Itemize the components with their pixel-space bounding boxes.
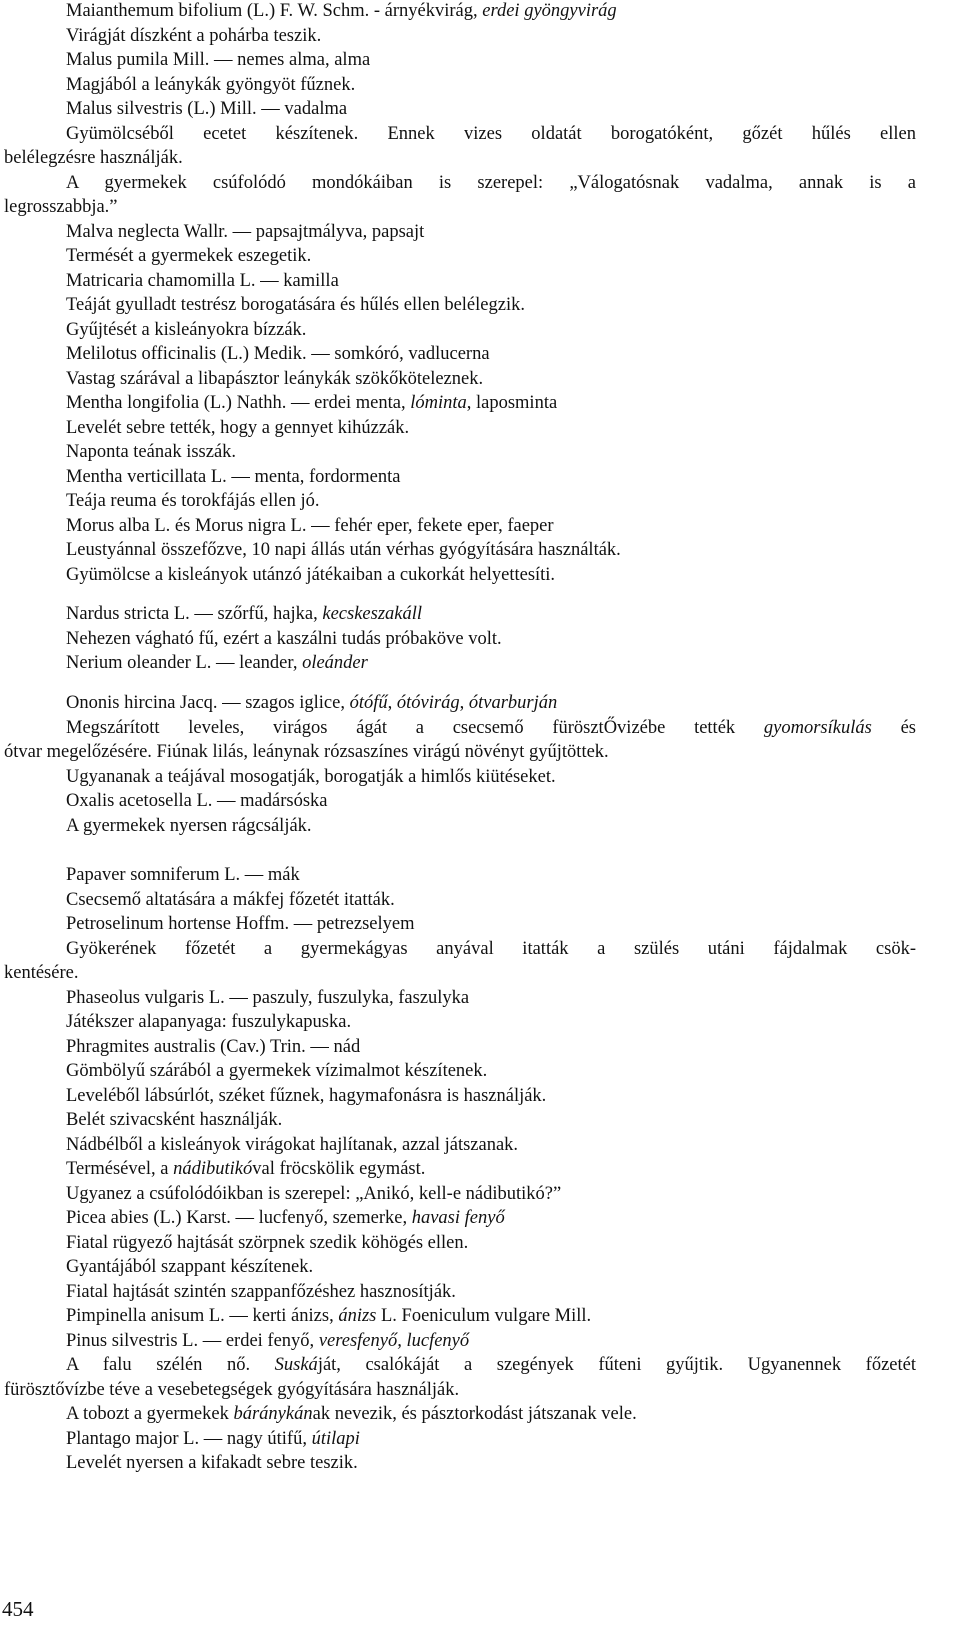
text-segment: Phragmites australis (Cav.) Trin. — nád: [66, 1036, 361, 1057]
text-segment: A tobozt a gyermekek: [66, 1404, 234, 1424]
text-line: [66, 0, 617, 24]
text-line: [66, 1402, 637, 1427]
text-line: [66, 1010, 351, 1035]
text-segment: Pimpinella anisum L. — kerti ánizs,: [66, 1306, 339, 1326]
text-segment: Fiatal rügyező hajtását szörpnek szedik köhögés ellen.: [66, 1232, 469, 1253]
text-line: [66, 888, 395, 913]
text-segment: Gyümölcse a kisleányok utánzó játékaiban a cukorkát helyettesíti.: [66, 564, 556, 585]
text-line: [66, 97, 347, 122]
text-line: [66, 602, 422, 627]
text-segment: Ononis hircina Jacq. — szagos iglice,: [66, 693, 350, 713]
text-line: [4, 961, 78, 986]
text-segment: ak nevezik, és pásztorkodást játszanak vele.: [312, 1404, 637, 1424]
text-segment: Matricaria chamomilla L. — kamilla: [66, 270, 339, 291]
text-segment: ,: [387, 693, 397, 713]
text-line: [66, 122, 916, 147]
text-segment: és: [871, 717, 916, 738]
text-line: [66, 1427, 360, 1452]
italic-text-segment: ánizs: [338, 1306, 377, 1326]
text-segment: val fröcskölik egymást.: [252, 1159, 426, 1179]
italic-text-segment: ótófű: [349, 693, 388, 713]
text-line: [66, 986, 469, 1011]
text-segment: ,: [459, 693, 469, 713]
text-segment: Gömbölyű szárából a gyermekek vízimalmot készítenek.: [66, 1061, 488, 1081]
text-line: [66, 342, 490, 367]
text-segment: Petroselinum hortense Hoffm. — petrezselyem: [66, 914, 415, 934]
text-segment: Nehezen vágható fű, ezért a kaszálni tudás próbaköve volt.: [66, 628, 502, 649]
text-line: [66, 269, 339, 294]
text-segment: Magjából a leánykák gyöngyöt fűznek.: [66, 74, 356, 95]
text-segment: Virágját díszként a pohárba teszik.: [66, 25, 322, 46]
text-segment: Ugyananak a teájával mosogatják, borogatják a himlős kiütéseket.: [66, 766, 556, 787]
text-segment: Leveléből lábsúrlót, széket fűznek, hagymafonásra is használják.: [66, 1085, 547, 1106]
text-line: [4, 740, 609, 765]
text-line: [66, 1035, 360, 1060]
text-line: [66, 24, 321, 49]
text-line: [66, 171, 916, 196]
text-line: [66, 244, 311, 269]
text-line: [66, 789, 327, 814]
text-line: [66, 765, 556, 790]
text-segment: L. Foeniculum vulgare Mill.: [376, 1306, 592, 1326]
text-segment: Gyantájából szappant készítenek.: [66, 1257, 314, 1277]
text-line: [66, 716, 916, 741]
text-segment: fürösztővízbe téve a vesebetegségek gyógyítására használják.: [4, 1379, 460, 1400]
text-segment: Mentha verticillata L. — menta, fordormenta: [66, 466, 401, 487]
text-line: [4, 195, 118, 220]
text-segment: Belét szivacsként használják.: [66, 1110, 283, 1130]
text-line: [4, 1378, 459, 1403]
italic-text-segment: kecskeszakáll: [322, 604, 423, 624]
text-line: [66, 937, 916, 962]
text-segment: Teája reuma és torokfájás ellen jó.: [66, 491, 320, 511]
italic-text-segment: báránykán: [233, 1404, 313, 1424]
text-line: [4, 146, 183, 171]
italic-text-segment: havasi fenyő: [411, 1208, 505, 1228]
text-segment: Malus pumila Mill. — nemes alma, alma: [66, 50, 371, 70]
text-segment: Malus silvestris (L.) Mill. — vadalma: [66, 99, 348, 119]
text-line: [66, 73, 355, 98]
text-segment: legrosszabbja.”: [4, 197, 118, 217]
italic-text-segment: nádibutikó: [173, 1159, 253, 1179]
text-line: [66, 1231, 468, 1256]
text-segment: Mentha longifolia (L.) Nathh. — erdei menta,: [66, 393, 411, 413]
text-segment: A falu szélén nő.: [66, 1355, 275, 1375]
text-line: [66, 1084, 546, 1109]
text-line: [66, 863, 300, 888]
text-line: [66, 440, 236, 465]
text-line: [66, 1108, 282, 1133]
text-segment: Leustyánnal összefőzve, 10 napi állás után vérhas gyógyítására használták.: [66, 540, 621, 560]
text-line: [66, 1280, 456, 1305]
text-segment: kentésére.: [4, 963, 79, 983]
italic-text-segment: erdei gyöngyvirág: [482, 1, 617, 21]
page-number: 454: [2, 1597, 34, 1621]
text-segment: Plantago major L. — nagy útifű,: [66, 1428, 312, 1449]
text-segment: Fiatal hajtását szintén szappanfőzéshez hasznosítják.: [66, 1281, 456, 1302]
text-segment: Maianthemum bifolium (L.) F. W. Schm. - árnyékvirág,: [66, 1, 483, 21]
text-segment: Nardus stricta L. — szőrfű, hajka,: [66, 604, 323, 624]
text-segment: Nerium oleander L. — leander,: [66, 653, 303, 673]
text-segment: Játékszer alapanyaga: fuszulykapuska.: [66, 1012, 352, 1032]
text-line: [66, 367, 483, 392]
text-line: [66, 691, 557, 716]
italic-text-segment: lóminta: [410, 393, 467, 413]
text-line: [66, 563, 555, 588]
italic-text-segment: oleánder: [302, 653, 368, 673]
text-line: [66, 814, 312, 839]
text-line: [66, 651, 368, 676]
text-segment: Pinus silvestris L. — erdei fenyő,: [66, 1330, 319, 1351]
text-line: [66, 1157, 425, 1182]
italic-text-segment: veresfenyő, lucfenyő: [318, 1330, 470, 1351]
text-segment: Naponta teának isszák.: [66, 442, 237, 462]
text-segment: Ugyanez a csúfolódóikban is szerepel: „Anikó, kell-e nádibutikó?”: [66, 1183, 562, 1204]
text-segment: Termését a gyermekek eszegetik.: [66, 246, 312, 266]
text-segment: Gyökerének főzetét a gyermekágyas anyával itatták a szülés utáni fájdalmak csök-: [66, 938, 916, 959]
text-segment: Phaseolus vulgaris L. — paszuly, fuszulyka, faszulyka: [66, 987, 470, 1008]
text-line: [66, 465, 400, 490]
text-segment: Papaver somniferum L. — mák: [66, 865, 300, 885]
text-line: [66, 1329, 469, 1354]
text-segment: Gyümölcséből ecetet készítenek. Ennek vizes oldatát borogatóként, gőzét hűlés ellen: [66, 123, 916, 144]
text-line: [66, 1059, 487, 1084]
text-line: [66, 391, 557, 416]
italic-text-segment: ótvarburján: [468, 693, 558, 713]
italic-text-segment: gyomorsíkulás: [763, 717, 872, 738]
italic-text-segment: útilapi: [311, 1428, 360, 1449]
text-line: [66, 627, 502, 652]
text-segment: Oxalis acetosella L. — madársóska: [66, 791, 328, 811]
text-line: [66, 489, 319, 514]
text-segment: Levelét sebre tették, hogy a gennyet kihúzzák.: [66, 417, 410, 438]
text-segment: A gyermekek nyersen rágcsálják.: [66, 815, 312, 836]
text-segment: Levelét nyersen a kifakadt sebre teszik.: [66, 1453, 358, 1473]
text-segment: Picea abies (L.) Karst. — lucfenyő, szemerke,: [66, 1208, 412, 1228]
text-line: [66, 1255, 313, 1280]
text-line: [66, 1304, 591, 1329]
text-segment: Teáját gyulladt testrész borogatására és hűlés ellen belélegzik.: [66, 295, 525, 315]
text-segment: belélegzésre használják.: [4, 148, 183, 168]
text-line: [66, 1451, 358, 1476]
italic-text-segment: Suská: [274, 1355, 318, 1375]
text-segment: Malva neglecta Wallr. — papsajtmályva, papsajt: [66, 221, 425, 242]
text-line: [66, 538, 621, 563]
text-line: [66, 48, 370, 73]
text-line: [66, 318, 306, 343]
text-segment: Megszárított leveles, virágos ágát a csecsemő fürösztŐvizébe tették: [66, 717, 764, 738]
text-line: [66, 514, 554, 539]
text-line: [66, 220, 424, 245]
text-segment: Vastag szárával a libapásztor leánykák szökőköteleznek.: [66, 368, 484, 389]
text-line: [66, 1353, 916, 1378]
text-line: [66, 1133, 518, 1158]
text-segment: Csecsemő altatására a mákfej főzetét itatták.: [66, 889, 395, 910]
text-segment: Gyűjtését a kisleányokra bízzák.: [66, 319, 307, 340]
text-line: [66, 1182, 561, 1207]
text-line: [66, 293, 525, 318]
text-segment: Nádbélből a kisleányok virágokat hajlítanak, azzal játszanak.: [66, 1134, 519, 1155]
text-segment: Termésével, a: [66, 1159, 174, 1179]
text-line: [66, 912, 415, 937]
text-segment: , laposminta: [466, 393, 558, 413]
text-segment: Morus alba L. és Morus nigra L. — fehér eper, fekete eper, faeper: [66, 515, 554, 536]
text-line: [66, 416, 409, 441]
text-segment: ját, csalókáját a szegények fűteni gyűjtik. Ugyanennek főzetét: [317, 1355, 916, 1375]
text-segment: ótvar megelőzésére. Fiúnak lilás, leánynak rózsaszínes virágú növényt gyűjtöttek.: [4, 742, 609, 762]
italic-text-segment: ótóvirág: [396, 693, 460, 713]
text-line: [66, 1206, 505, 1231]
text-segment: Melilotus officinalis (L.) Medik. — somkóró, vadlucerna: [66, 344, 490, 364]
text-segment: A gyermekek csúfolódó mondókáiban is szerepel: „Válogatósnak vadalma, annak is a: [66, 172, 916, 193]
